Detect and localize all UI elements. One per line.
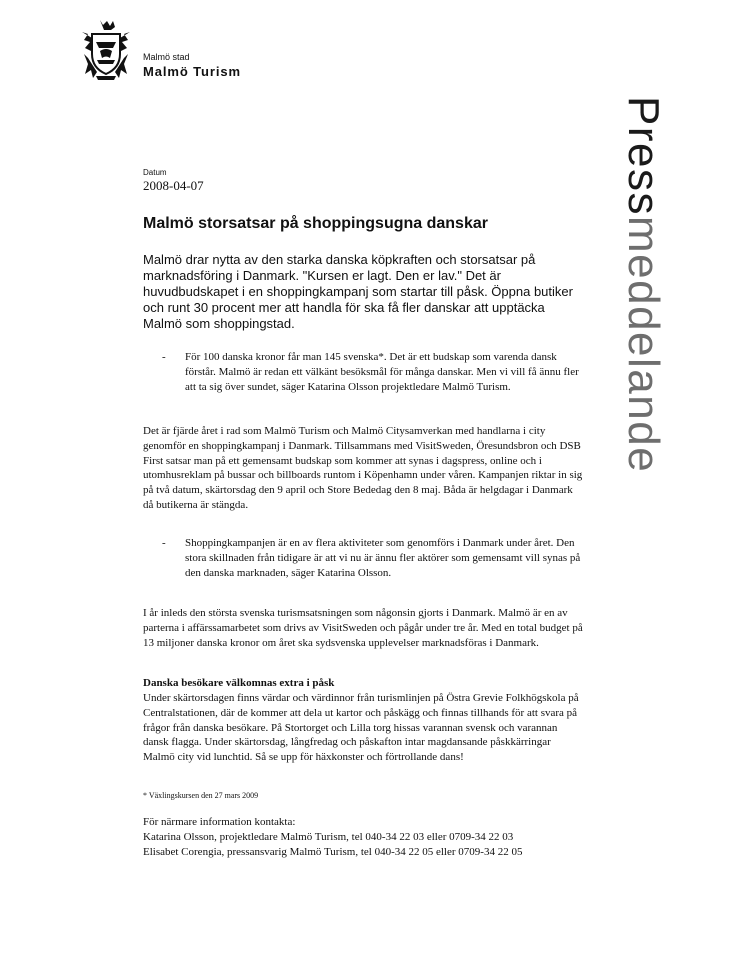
contact-intro: För närmare information kontakta: <box>143 816 296 828</box>
org-name: Malmö Turism <box>143 64 241 79</box>
footnote: * Växlingskursen den 27 mars 2009 <box>143 791 259 800</box>
org-small-label: Malmö stad <box>143 52 190 62</box>
date-label: Datum <box>143 168 167 177</box>
malmo-coat-of-arms-icon <box>80 18 132 80</box>
quote-block <box>162 350 582 394</box>
body-paragraph: Det är fjärde året i rad som Malmö Turism och Malmö Citysamverkan med handlarna i city genomför en shoppingkampanj i Danmark. Tillsammans med VisitSweden, Öresundsbron och DSB First satsar man på ett gemensamt budskap som kommer att synas i dagspress, online och i utomhusreklam på bussar och billboards runtom i Köpenhamn under våren. Kampanjen riktar in sig på två datum, skärtorsdag den 9 april och Store Bededag den 8 maj. Båda är helgdagar i Danmark då butikerna är stängda. <box>143 425 583 511</box>
vertical-title-light: meddelande <box>619 215 668 474</box>
quote-text: För 100 danska kronor får man 145 svenska*. Det är ett budskap som varenda dansk förstår. Malmö är redan ett välkänt besöksmål för många danskar. Men vi vill få ännu fler att ta sig över sundet, säger Katarina Olsson projektledare Malmö Turism. <box>185 351 579 393</box>
lead-paragraph: Malmö drar nytta av den starka danska köpkraften och storsatsar på marknadsföring i Danmark. "Kursen er lagt. Den er lav." Det är huvudbudskapet i en shoppingkampanj som startar till påsk. Öppna butiker och runt 30 procent mer att handla för ska få fler danskar att upptäcka Malmö som shoppingstad. <box>143 252 573 331</box>
vertical-title-dark: Press <box>619 96 668 216</box>
date-value: 2008-04-07 <box>143 178 204 193</box>
header-logo <box>80 18 280 82</box>
body-paragraph: Under skärtorsdagen finns värdar och värdinnor från turismlinjen på Östra Grevie Folkhögskola på Centralstationen, där de kommer att dela ut kartor och påskägg och finnas tillhands för att svara på frågor från danska besökare. På Stortorget och Lilla torg hissas varannan svensk och varannan dansk flagga. Under skärtorsdag, långfredag och påskafton intar magdansande påskkärringar Malmö city vid lunchtid. Så se upp för häxkonster och förtrollande dans! <box>143 692 579 764</box>
quote-dash: - <box>162 351 166 363</box>
headline: Malmö storsatsar på shoppingsugna danskar <box>143 215 488 232</box>
contact-line: Katarina Olsson, projektledare Malmö Turism, tel 040-34 22 03 eller 0709-34 22 03 <box>143 831 514 843</box>
quote-block <box>162 536 582 580</box>
body-paragraph: I år inleds den största svenska turismsatsningen som någonsin gjorts i Danmark. Malmö är en av parterna i affärssamarbetet som drivs av VisitSweden och pågår under tre år. Med en total budget på 13 miljoner danska kronor om året ska sydsvenska upplevelser marknadsföras i Danmark. <box>143 607 583 649</box>
section-heading: Danska besökare välkomnas extra i påsk <box>143 677 335 689</box>
press-release-vertical-title <box>619 96 668 474</box>
quote-dash: - <box>162 537 166 549</box>
contact-line: Elisabet Corengia, pressansvarig Malmö Turism, tel 040-34 22 05 eller 0709-34 22 05 <box>143 846 523 858</box>
quote-text: Shoppingkampanjen är en av flera aktiviteter som genomförs i Danmark under året. Den stora skillnaden från tidigare är att vi nu är ännu fler aktörer som gemensamt vill synas på den danska marknaden, säger Katarina Olsson. <box>185 537 581 579</box>
